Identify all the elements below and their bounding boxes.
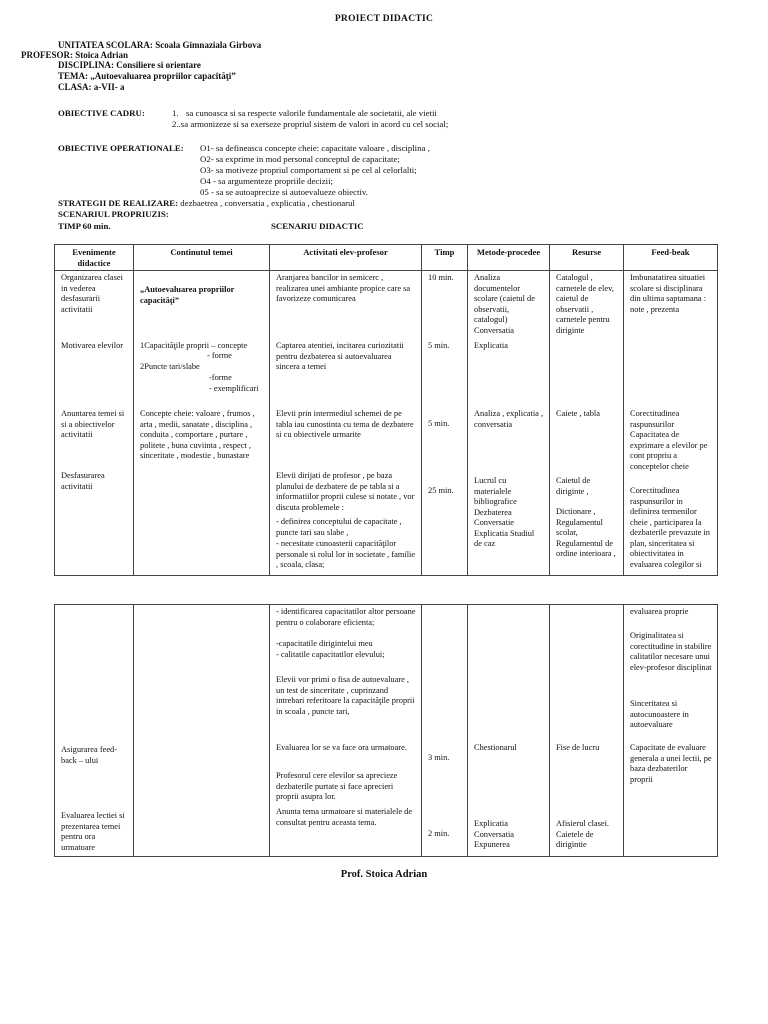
cell-continutul	[134, 605, 270, 857]
eveniment-evaluarea: Evaluarea lectiei si prezentarea temei pentru ora urmatoare	[61, 811, 125, 852]
cell-timp	[422, 271, 468, 576]
cell-evenimente	[55, 605, 134, 857]
signature: Prof. Stoica Adrian	[340, 869, 428, 880]
cell-feedback	[624, 605, 718, 857]
activitate-p2-2: -capacitatile dirigintelui meu	[276, 639, 373, 648]
disciplina-label: DISCIPLINA:	[58, 60, 115, 70]
feedback-2: Corectitudinea raspunsurilor Capacitatea de exprimare a elevilor pe cont propriu a conceptelor cheie	[630, 409, 708, 471]
cell-timp	[422, 605, 468, 857]
cell-activitati	[270, 271, 422, 576]
obiectiv-cadru-text: sa cunoasca si sa respecte valorile fundamentale ale societatii, ale vietii	[186, 108, 437, 118]
cell-feedback	[624, 271, 718, 576]
table-header-row	[55, 245, 718, 271]
activitate-3: Elevii prin intermediul schemei de pe tabla iau cunostinta cu tema de dezbatere si cu obiectivele urmarite	[276, 409, 414, 440]
activitate-p2-5: Evaluarea lor se va face ora urmatoare.	[276, 743, 407, 752]
col-header-feedback: Feed-beak	[624, 245, 718, 271]
cell-metode	[468, 271, 550, 576]
activitate-p2-7: Anunta tema urmatoare si materialele de consultat pentru aceasta tema.	[276, 807, 413, 827]
header-clasa	[58, 82, 125, 93]
resurse-p2-1: Fise de lucru	[556, 743, 600, 752]
timp-4: 25 min.	[428, 486, 454, 496]
timp-p2-1: 3 min.	[428, 753, 450, 762]
unitatea-label: UNITATEA SCOLARA:	[58, 40, 153, 50]
continut-line-2: - forme	[207, 351, 232, 361]
obiectiv-op-4: O4 - sa argumenteze propriile decizii;	[200, 176, 333, 186]
metode-1: Analiza documentelor scolare (caietul de observatii, catalogul) Conversatia	[474, 273, 535, 335]
obiective-operationale-label: OBIECTIVE OPERATIONALE:	[58, 143, 184, 153]
continut-line-4: -forme	[209, 373, 232, 383]
eveniment-anuntarea: Anuntarea temei si si a obiectivelor activitatii	[61, 409, 125, 440]
feedback-1: Imbunatatirea situatiei scolare si disciplinara din ultima saptamana : note , prezenta	[630, 273, 707, 314]
unitatea-value: Scoala Gimnaziala Girbova	[155, 40, 262, 50]
eveniment-feedback: Asigurarea feed-back – ului	[61, 745, 118, 765]
col-header-continutul: Continutul temei	[134, 245, 270, 271]
timp-label: TIMP 60 min.	[58, 221, 111, 231]
timp-2: 5 min.	[428, 341, 450, 351]
resurse-4: Dictionare , Regulamentul scolar, Regulamentul de ordine interioara ,	[556, 507, 616, 559]
activitate-4: Elevii dirijati de profesor , pe baza planului de dezbatere de pe tabla si a informatiilor proprii culese si notate , vor discuta problemele :	[276, 471, 415, 512]
obiectiv-cadru-2	[172, 119, 448, 130]
obiectiv-cadru-text: .sa armonizeze si sa exerseze propriul sistem de valori in acord cu cel social;	[178, 119, 449, 129]
metode-3: Analiza , explicatia , conversatia	[474, 409, 544, 429]
obiectiv-op-2: O2- sa exprime in mod personal conceptul de capacitate;	[200, 154, 400, 164]
resurse-2: Caiete , tabla	[556, 409, 600, 419]
cell-evenimente	[55, 271, 134, 576]
eveniment-motivarea: Motivarea elevilor	[61, 341, 124, 351]
obiectiv-op-1: O1- sa defineasca concepte cheie: capacitate valoare , disciplina ,	[200, 143, 430, 153]
scenariul-label: SCENARIUL PROPRIUZIS:	[58, 209, 169, 219]
eveniment-desfasurarea: Desfasurarea activitatii	[61, 471, 105, 491]
activitate-p2-4: Elevii vor primi o fisa de autoevaluare , un test de sinceritate , cuprinzand intrebari referitoare la capacităţile proprii in scoala , puncte tari,	[276, 675, 415, 716]
obiective-cadru-label: OBIECTIVE CADRU:	[58, 108, 145, 118]
scenariu-table-page1	[54, 244, 718, 576]
clasa-value: a-VII- a	[93, 82, 125, 92]
cell-resurse	[550, 271, 624, 576]
activitate-p2-6: Profesorul cere elevilor sa aprecieze dezbaterile purtate si face aprecieri proprii asupra lor.	[276, 771, 398, 801]
activitate-p2-1: - identificarea capacitatilor altor persoane pentru o colaborare eficienta;	[276, 607, 416, 627]
activitate-5: - definirea conceptului de capacitate , puncte tari sau slabe ,	[276, 517, 402, 537]
timp-3: 5 min.	[428, 419, 450, 429]
continut-tema: „Autoevaluarea propriilor capacităţi”	[140, 285, 235, 305]
cell-metode	[468, 605, 550, 857]
activitate-6: - necesitate cunoasterii capacităţilor personale si rolul lor in societate , familie , scoala, clasa;	[276, 539, 416, 570]
metode-p2-2: Explicatia Conversatia Expunerea	[474, 819, 515, 849]
table-row	[55, 605, 718, 857]
col-header-timp: Timp	[422, 245, 468, 271]
clasa-label: CLASA:	[58, 82, 92, 92]
cell-activitati	[270, 605, 422, 857]
timp-p2-2: 2 min.	[428, 829, 450, 838]
header-tema	[58, 71, 236, 82]
strategii-line	[58, 198, 355, 209]
activitate-2: Captarea atentiei, incitarea curiozitatii pentru dezbaterea si autoevaluarea sincera a temei	[276, 341, 404, 372]
feedback-p2-1: evaluarea proprie	[630, 607, 689, 616]
scenariu-table-page2	[54, 604, 718, 857]
table-row	[55, 271, 718, 576]
continut-line-5: - exemplificari	[209, 384, 259, 394]
timp-1: 10 min.	[428, 273, 454, 283]
tema-value: „Autoevaluarea propriilor capacităţi”	[90, 71, 236, 81]
document-title: PROIECT DIDACTIC	[334, 14, 434, 24]
resurse-p2-2: Afisierul clasei. Caietele de dirigintie	[556, 819, 610, 849]
obiectiv-op-3: O3- sa motiveze propriul comportament si pe cel al celorlalti;	[200, 165, 417, 175]
obiectiv-cadru-num: 1.	[172, 108, 179, 118]
resurse-3: Caietul de diriginte ,	[556, 476, 591, 496]
disciplina-value: Consiliere si orientare	[116, 60, 201, 70]
continut-line-3: 2Puncte tari/slabe	[140, 362, 200, 372]
col-header-metode: Metode-procedee	[468, 245, 550, 271]
scenariu-title: SCENARIU DIDACTIC	[271, 221, 364, 231]
profesor-value: Stoica Adrian	[75, 50, 129, 60]
strategii-label: STRATEGII DE REALIZARE:	[58, 198, 179, 208]
obiectiv-cadru-num: 2.	[172, 119, 179, 129]
metode-4: Lucrul cu materialele bibliografice Dezbaterea Conversatie Explicatia Studiul de caz	[474, 476, 535, 549]
metode-2: Explicatia	[474, 341, 508, 351]
cell-resurse	[550, 605, 624, 857]
col-header-resurse: Resurse	[550, 245, 624, 271]
obiectiv-op-5: 05 - sa se autoaprecize si autoevalueze obiectiv.	[200, 187, 368, 197]
continut-concepte: Concepte cheie: valoare , frumos , arta , medii, sanatate , disciplina , conduita , comportare , purtare , politete , buna cuviinta , respect , sinceritate , modestie , bunastare	[140, 409, 255, 461]
cell-continutul	[134, 271, 270, 576]
eveniment-organizarea: Organizarea clasei in vederea desfasurarii activitatii	[61, 273, 123, 314]
activitate-1: Aranjarea bancilor in semicerc , realizarea unei ambiante propice care sa favorizeze comunicarea	[276, 273, 411, 304]
feedback-p2-2: Originalitatea si corectitudine in stabilire calitatilor necesare unui elev-profesor disciplinat	[630, 631, 712, 672]
metode-p2-1: Chestionarul	[474, 743, 517, 752]
header-disciplina	[58, 60, 201, 71]
profesor-label: PROFESOR:	[21, 50, 74, 60]
strategii-value: dezbaetrea , conversatia , explicatia , chestionarul	[180, 198, 355, 208]
feedback-3: Corectitudinea raspunsurilor in definirea termenilor cheie , participarea la dezbaterile prevazute in plan, sinceritatea si obiectivitatea in evaluarea colegilor si	[630, 486, 710, 569]
col-header-evenimente: Evenimente didactice	[55, 245, 134, 271]
activitate-p2-3: - calitatile capacitatilor elevului;	[276, 650, 385, 659]
tema-label: TEMA:	[58, 71, 88, 81]
obiectiv-cadru-1	[172, 108, 437, 119]
resurse-1: Catalogul , carnetele de elev, caietul de observatii , carnetele pentru diriginte	[556, 273, 614, 335]
continut-line-1: 1Capacităţile proprii – concepte	[140, 341, 248, 351]
col-header-activitati: Activitati elev-profesor	[270, 245, 422, 271]
feedback-p2-3: Sinceritatea si autocunoastere in autoevaluare	[630, 699, 689, 729]
feedback-p2-4: Capacitate de evaluare generala a unei lectii, pe baza dezbaterilor proprii	[630, 743, 712, 784]
